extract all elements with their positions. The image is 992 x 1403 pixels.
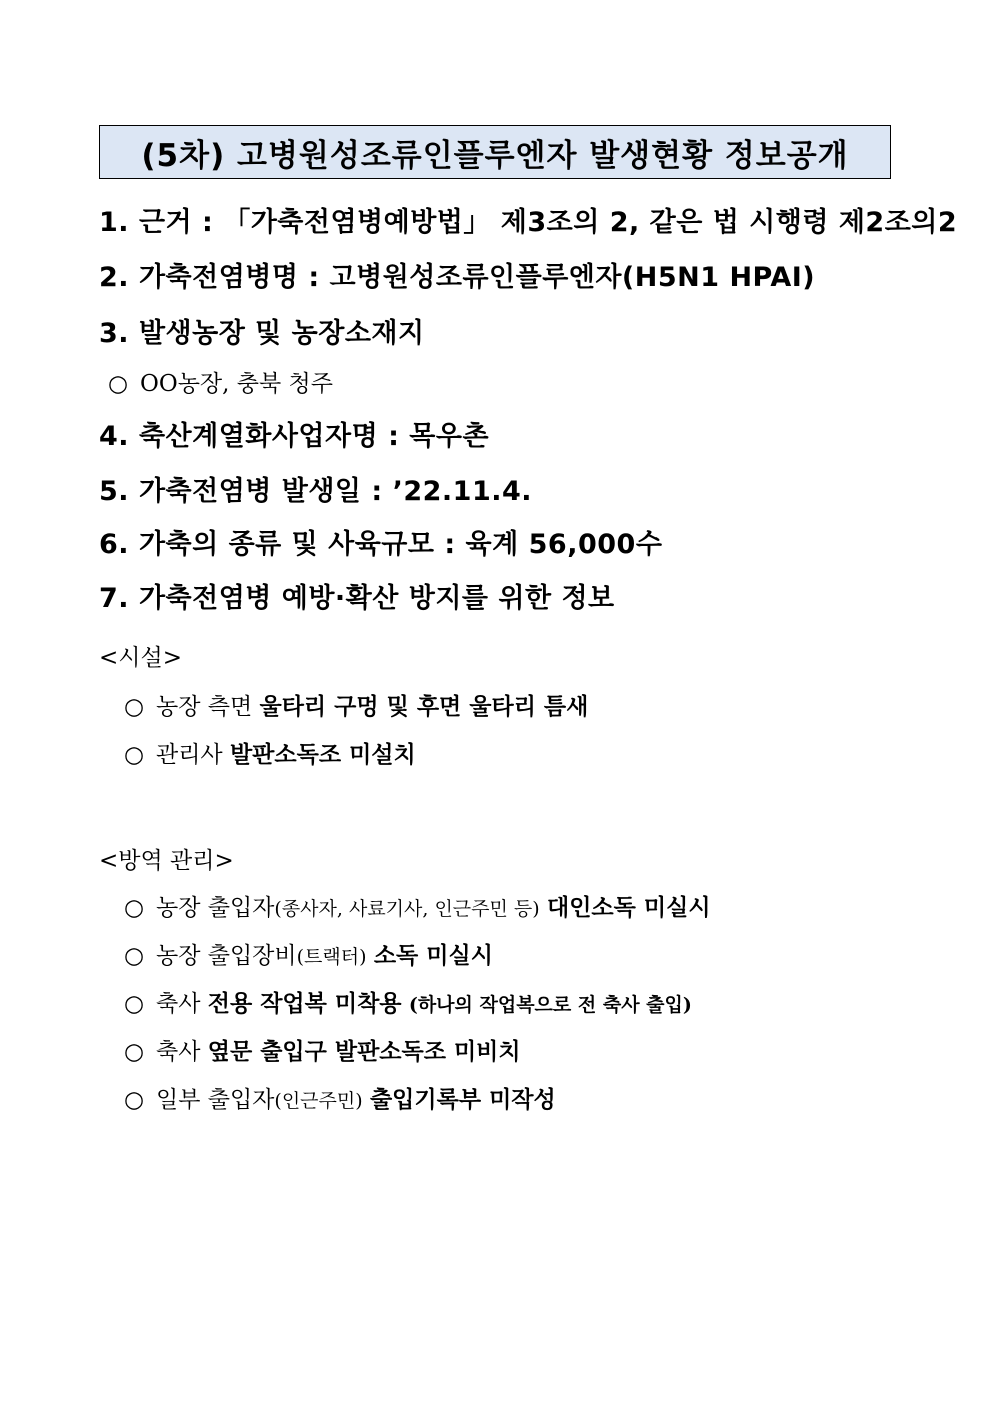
bullet-note-text: (트랙터) <box>296 946 367 968</box>
bullet-plain-text: 일부 출입자 <box>156 1087 275 1113</box>
item-integrator: 4. 축산계열화사업자명 : 목우촌 <box>99 421 490 452</box>
bullet-bold-text: 소독 미실시 <box>373 942 493 969</box>
bullet-plain-text: 농장 출입장비 <box>156 943 297 969</box>
item-disease-name: 2. 가축전염병명 : 고병원성조류인플루엔자(H5N1 HPAI) <box>99 262 816 293</box>
bullet-bold-text: 발판소독조 미설치 <box>229 741 416 768</box>
document-title <box>99 125 891 179</box>
bullet-note-text: (하나의 작업복으로 전 축사 출입) <box>408 994 692 1016</box>
quarantine-heading: <방역 관리> <box>99 848 234 874</box>
bullet-plain-text: 축사 <box>156 991 208 1017</box>
quarantine-bullet <box>124 985 692 1018</box>
bullet-bold-text: 전용 작업복 미착용 <box>207 990 402 1017</box>
item-prevention-info: 7. 가축전염병 예방·확산 방지를 위한 정보 <box>99 583 615 614</box>
bullet-circle-icon: ○ <box>124 943 145 969</box>
bullet-circle-icon: ○ <box>124 742 145 768</box>
bullet-plain-text: 관리사 <box>156 742 230 768</box>
bullet-plain-text: 농장 출입자 <box>156 895 275 921</box>
bullet-bold-text: 옆문 출입구 발판소독조 미비치 <box>207 1038 521 1065</box>
quarantine-bullet <box>124 1081 556 1114</box>
bullet-circle-icon: ○ <box>124 1087 145 1113</box>
bullet-circle-icon: ○ <box>124 991 145 1017</box>
bullet-note-text: (종사자, 사료기사, 인근주민 등) <box>274 898 540 920</box>
farm-location-line <box>108 365 333 398</box>
bullet-circle-icon: ○ <box>124 694 145 720</box>
bullet-note-text: (인근주민) <box>274 1090 363 1112</box>
facility-bullet <box>124 688 588 721</box>
item-legal-basis: 1. 근거 : 「가축전염병예방법」 제3조의 2, 같은 법 시행령 제2조의2 <box>99 207 958 238</box>
facility-bullet <box>124 736 416 769</box>
facility-heading: <시설> <box>99 645 182 671</box>
bullet-circle-icon: ○ <box>108 371 129 397</box>
farm-location-text: OO농장, 충북 청주 <box>140 371 333 397</box>
bullet-bold-text: 출입기록부 미작성 <box>369 1086 556 1113</box>
item-livestock-scale: 6. 가축의 종류 및 사육규모 : 육계 56,000수 <box>99 529 663 560</box>
item-outbreak-date: 5. 가축전염병 발생일 : ’22.11.4. <box>99 476 533 507</box>
bullet-circle-icon: ○ <box>124 1039 145 1065</box>
bullet-plain-text: 농장 측면 <box>156 694 260 720</box>
bullet-plain-text: 축사 <box>156 1039 208 1065</box>
quarantine-bullet <box>124 889 711 922</box>
quarantine-bullet <box>124 1033 521 1066</box>
bullet-circle-icon: ○ <box>124 895 145 921</box>
bullet-bold-text: 대인소독 미실시 <box>547 894 711 921</box>
document-title-text: (5차) 고병원성조류인플루엔자 발생현황 정보공개 <box>141 137 849 174</box>
quarantine-bullet <box>124 937 493 970</box>
bullet-bold-text: 울타리 구멍 및 후면 울타리 틈새 <box>259 693 589 720</box>
item-farm-location-heading: 3. 발생농장 및 농장소재지 <box>99 318 425 349</box>
